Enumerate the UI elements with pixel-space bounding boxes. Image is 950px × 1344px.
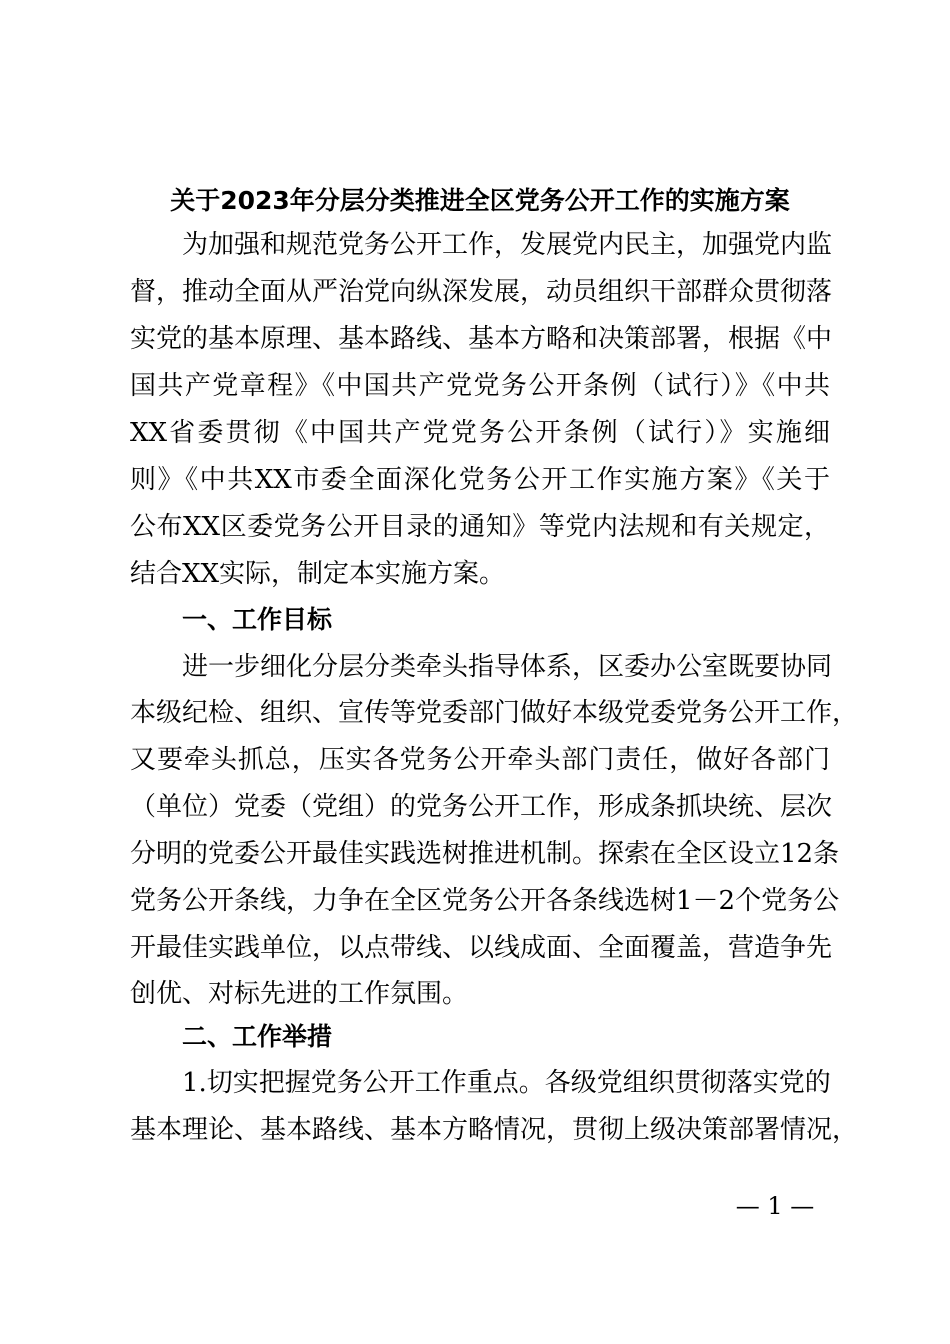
document-title: 关于2023年分层分类推进全区党务公开工作的实施方案 (170, 186, 790, 215)
section1-line: 本级纪检、组织、宣传等党委部门做好本级党委党务公开工作， (130, 698, 859, 728)
section1-line: 又要牵头抓总，压实各党务公开牵头部门责任，做好各部门 (130, 745, 830, 775)
section-heading-goals: 一、工作目标 (182, 605, 333, 634)
intro-line: XX省委贯彻《中国共产党党务公开条例（试行）》实施细 (130, 418, 830, 448)
section-heading-measures: 二、工作举措 (182, 1022, 333, 1051)
section2-line: 基本理论、基本路线、基本方略情况，贯彻上级决策部署情况， (130, 1115, 859, 1145)
intro-line: 为加强和规范党务公开工作，发展党内民主，加强党内监 (182, 230, 833, 260)
section2-line: 1.切实把握党务公开工作重点。各级党组织贯彻落实党的 (182, 1068, 831, 1098)
page-number: — 1 — (735, 1192, 815, 1220)
intro-line: 则》《中共XX市委全面深化党务公开工作实施方案》《关于 (130, 465, 830, 495)
intro-line: 国共产党章程》《中国共产党党务公开条例（试行）》《中共 (130, 371, 830, 401)
intro-line: 结合XX实际，制定本实施方案。 (130, 559, 506, 589)
section1-line: （单位）党委（党组）的党务公开工作，形成条抓块统、层次 (130, 792, 833, 822)
section1-line: 进一步细化分层分类牵头指导体系，区委办公室既要协同 (182, 652, 833, 682)
section1-line: 创优、对标先进的工作氛围。 (130, 979, 469, 1009)
section1-line: 分明的党委公开最佳实践选树推进机制。探索在全区设立12条 (130, 839, 840, 869)
section1-line: 党务公开条线，力争在全区党务公开各条线选树1－2个党务公 (130, 886, 840, 916)
intro-line: 公布XX区委党务公开目录的通知》等党内法规和有关规定， (130, 512, 830, 542)
section1-line: 开最佳实践单位，以点带线、以线成面、全面覆盖，营造争先 (130, 933, 833, 963)
intro-line: 督，推动全面从严治党向纵深发展，动员组织干部群众贯彻落 (130, 277, 833, 307)
intro-line: 实党的基本原理、基本路线、基本方略和决策部署，根据《中 (130, 324, 833, 354)
